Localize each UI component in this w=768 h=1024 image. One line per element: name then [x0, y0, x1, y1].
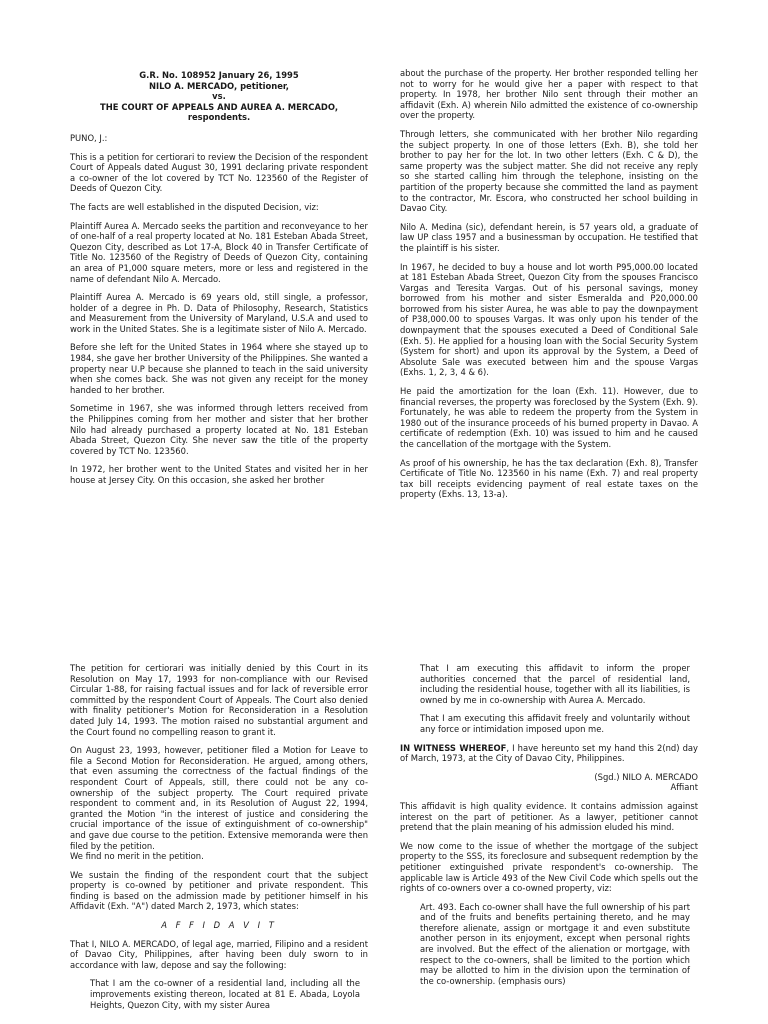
- column-top-left: [70, 70, 368, 494]
- petitioner-line: NILO A. MERCADO, petitioner,: [149, 80, 289, 91]
- witness-text: , I have hereunto set my hand this 2(nd) day of March, 1973, at the City of Davao City, Philippines.: [400, 742, 698, 764]
- versus-line: vs.: [212, 91, 226, 102]
- column-bottom-left: [70, 663, 368, 1018]
- paragraph: Before she left for the United States in 1964 where she stayed up to 1984, she gave her brother University of the Philippines. She wanted a property near U.P because she planned to teach in the said university when she comes back. She was not given any receipt for the money handed to her brother.: [70, 342, 368, 395]
- ponente: PUNO, J.:: [70, 132, 108, 143]
- paragraph: Plaintiff Aurea A. Mercado seeks the partition and reconveyance to her of one-half of a real property located at No. 181 Esteban Abada Street, Quezon City, described as Lot 17-A, Block 40 in Transfer Certificate of Title No. 123560 of the Registry of Deeds of Quezon City, containing an area of P1,000 square meters, more or less and registered in the name of defendant Nilo A. Mercado.: [70, 220, 368, 284]
- respondents-line: THE COURT OF APPEALS AND AUREA A. MERCADO,: [99, 101, 338, 112]
- paragraph: This is a petition for certiorari to review the Decision of the respondent Court of Appeals dated August 30, 1991 declaring private respondent a co-owner of the lot covered by TCT No. 123560 of the Register of Deeds of Quezon City.: [70, 151, 368, 194]
- paragraph: We find no merit in the petition.: [70, 851, 204, 862]
- affidavit-heading: A F F I D A V I T: [161, 920, 277, 931]
- witness-bold: IN WITNESS WHEREOF: [400, 742, 507, 753]
- case-number: G.R. No. 108952 January 26, 1995: [139, 70, 299, 80]
- paragraph: The petition for certiorari was initially denied by this Court in its Resolution on May 17, 1993 for non-compliance with our Revised Circular 1-88, for raising factual issues and for lack of reversible error committed by the respondent Court of Appeals. The Court also denied with finality petitioner's Motion for Reconsideration in a Resolution dated July 14, 1993. The motion raised no substantial argument and the Court found no compelling reason to grant it.: [70, 663, 368, 737]
- signature: (Sgd.) NILO A. MERCADO: [594, 771, 698, 782]
- paragraph: about the purchase of the property. Her brother responded telling her not to worry for he would give her a paper with respect to that property. In 1978, her brother Nilo sent through their mother an affidavit (Exh. A) wherein Nilo admitted the existence of co-ownership over the property.: [400, 68, 698, 121]
- paragraph: Nilo A. Medina (sic), defendant herein, is 57 years old, a graduate of law UP class 1957 and a businessman by occupation. He testified that the plaintiff is his sister.: [400, 221, 698, 253]
- witness-clause: [400, 743, 698, 764]
- paragraph: This affidavit is high quality evidence. It contains admission against interest on the part of petitioner. As a lawyer, petitioner cannot pretend that the plain meaning of his admission eluded his mind.: [400, 800, 698, 833]
- paragraph: As proof of his ownership, he has the tax declaration (Exh. 8), Transfer Certificate of Title No. 123560 in his name (Exh. 7) and real property tax bill receipts evidencing payment of real estate taxes on the property (Exhs. 13, 13-a).: [400, 457, 698, 500]
- paragraph: We now come to the issue of whether the mortgage of the subject property to the SSS, its foreclosure and subsequent redemption by the petitioner extinguished private respondent's co-ownership. The applicable law is Article 493 of the New Civil Code which spells out the rights of co-owners over a co-owned property, viz:: [400, 840, 698, 894]
- paragraph: That I, NILO A. MERCADO, of legal age, married, Filipino and a resident of Davao City, Philippines, after having been duly sworn to in accordance with law, depose and say the following:: [70, 938, 368, 970]
- paragraph: He paid the amortization for the loan (Exh. 11). However, due to financial reverses, the property was foreclosed by the System (Exh. 9). Fortunately, he was able to redeem the property from the System in 1980 out of the insurance proceeds of his burned property in Davao. A certificate of redemption (Exh. 10) was issued to him and he caused the cancellation of the mortgage with the System.: [400, 386, 698, 449]
- paragraph: On August 23, 1993, however, petitioner filed a Motion for Leave to file a Second Motion for Reconsideration. He argued, among others, that even assuming the correctness of the factual findings of the respondent Court of Appeals, still, there could not be any co-ownership of the subject property. The Court required private respondent to comment and, in its Resolution of August 22, 1994, granted the Motion "in the interest of justice and considering the crucial importance of the issue of extinguishment of co-ownership" and gave due course to the petition. Extensive memoranda were then filed by the petition.: [70, 745, 368, 851]
- quoted-paragraph: That I am executing this affidavit to inform the proper authorities concerned that the parcel of residential land, including the residential house, together with all its liabilities, is owned by me in co-ownership with Aurea A. Mercado.: [420, 663, 690, 705]
- column-top-right: [400, 68, 698, 508]
- paragraph: We sustain the finding of the respondent court that the subject property is co-owned by petitioner and private respondent. This finding is based on the admission made by petitioner himself in his Affidavit (Exh. "A") dated March 2, 1973, which states:: [70, 869, 368, 912]
- paragraph: Sometime in 1967, she was informed through letters received from the Philippines coming from her mother and sister that her brother Nilo had already purchased a property located at No. 181 Esteban Abada Street, Quezon City. She never saw the title of the property covered by TCT No. 123560.: [70, 403, 368, 456]
- quoted-paragraph: Art. 493. Each co-owner shall have the full ownership of his part and of the fruits and benefits pertaining thereto, and he may therefore alienate, assign or mortgage it and even substitute another person in its enjoyment, except when personal rights are involved. But the effect of the alienation or mortgage, with respect to the co-owners, shall be limited to the portion which may be allotted to him in the division upon the termination of the co-ownership. (emphasis ours): [420, 901, 690, 986]
- quoted-paragraph: That I am executing this affidavit freely and voluntarily without any force or intimidation imposed upon me.: [420, 713, 690, 734]
- column-bottom-right: [400, 663, 698, 994]
- case-caption: [70, 70, 368, 123]
- respondents-label: respondents.: [187, 112, 251, 123]
- paragraph: Plaintiff Aurea A. Mercado is 69 years old, still single, a professor, holder of a degree in Ph. D. Data of Philosophy, Research, Statistics and Measurement from the University of Maryland, U.S.A and used to work in the United States. She is a legitimate sister of Nilo A. Mercado.: [70, 292, 368, 334]
- quoted-paragraph: That I am the co-owner of a residential land, including all the improvements existing thereon, located at 81 E. Abada, Loyola Heights, Quezon City, with my sister Aurea: [90, 978, 360, 1010]
- paragraph: In 1972, her brother went to the United States and visited her in her house at Jersey City. On this occasion, she asked her brother: [70, 464, 368, 485]
- paragraph: Through letters, she communicated with her brother Nilo regarding the subject property. In one of those letters (Exh. B), she told her brother to pay her for the lot. In two other letters (Exh. C & D), the same property was the subject matter. She did not receive any reply so she started calling him through the telephone, insisting on the partition of the property because she committed the land as payment to the contractor, Mr. Escora, who constructed her school building in Davao City.: [400, 128, 698, 214]
- paragraph: In 1967, he decided to buy a house and lot worth P95,000.00 located at 181 Esteban Abada Street, Quezon City from the spouses Francisco Vargas and Teresita Vargas. Out of his personal savings, money borrowed from his mother and sister Esmeralda and P20,000.00 borrowed from his sister Aurea, he was able to pay the downpayment of P38,000.00 to spouses Vargas. It was only upon his tender of the downpayment that the spouses executed a Deed of Conditional Sale (Exh. 5). He applied for a housing loan with the Social Security System (System for short) and upon its approval by the System, a Deed of Absolute Sale was executed between him and the spouse Vargas (Exhs. 1, 2, 3, 4 & 6).: [400, 261, 698, 378]
- paragraph: The facts are well established in the disputed Decision, viz:: [70, 201, 319, 212]
- signature-label: Affiant: [670, 782, 698, 793]
